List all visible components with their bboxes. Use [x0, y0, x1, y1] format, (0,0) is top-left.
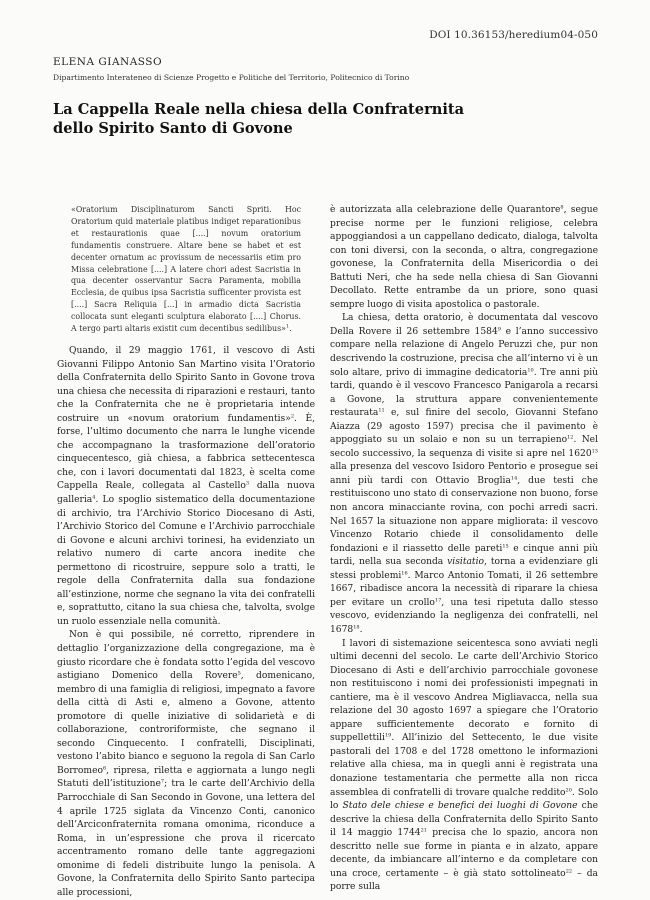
paragraph-text: , torna a evidenziare gli stessi problemi: [330, 557, 598, 581]
title-line-2: dello Spirito Santo di Govone: [53, 120, 293, 137]
paragraph-text: . Marco Antonio Tomati, il 26 settembre 1667, ribadisce ancora la necessità di riparare la chiesa per evitare un crollo: [330, 570, 598, 608]
article-title: [53, 100, 593, 138]
footnote-ref: 11: [378, 407, 385, 414]
paragraph-text: , domenicano, membro di una famiglia di religiosi, impegnato a favore della città di Asti e, almeno a Govone, attento promotore di quelle iniziative di solidarietà e di collaborazione, controriformiste, che segnano il secondo Cinquecento. I confratelli, Disciplinati, vestono l’abito bianco e seguono la regola di San Carlo Borromeo: [57, 671, 315, 776]
body-paragraph: [330, 638, 598, 895]
epigraph-text: «Oratorium Disciplinaturom Sancti Spriti. Hoc Oratorium quid materiale platibus indiget reparationibus et restaurationis quae [....] novum oratorium fundamentis construere. Altare bene se habet et est decenter ornatum ac provissum de necessariis etim pro Missa celebratione [....] A latere chori adest Sacristia in qua decenter osservantur Sacra Paramenta, mobilia Ecclesia, de quibus ipsa Sacristia sufficenter provista est [....] Sacra Reliquia [...] in armadio dicta Sacristia collocata sunt eleganti sculptura elaborato [....] Chorus. A tergo parti altaris existit cum decentibus sedilibus»: [71, 205, 301, 334]
italic-text: Stato dele chiese e benefici dei luoghi di Govone: [342, 801, 578, 812]
paragraph-text: e l’anno successivo compare nella relazione di Angelo Peruzzi che, pur non descrivendo la costruzione, precisa che all’interno vi è un solo altare, privo di immagine dedicatoria: [330, 326, 598, 378]
footnote-ref: 13: [591, 448, 598, 455]
body-paragraph: [57, 629, 315, 900]
footnote-ref: 20: [565, 787, 572, 794]
footnote-ref: 22: [565, 868, 573, 875]
left-body: [57, 345, 315, 900]
paragraph-text: .: [359, 624, 363, 635]
footnote-ref: 15: [502, 543, 509, 550]
author-name: ELENA GIANASSO: [53, 56, 163, 68]
paragraph-text: . Solo lo: [330, 787, 598, 812]
right-body: [330, 204, 598, 895]
paragraph-text: ; tra le carte dell’Archivio della Parrocchiale di San Secondo in Govone, una lettera del 4 aprile 1725 siglata da Vincenzo Conti, canonico dell’Arciconfraternita romana omonima, riconduce a Roma, in un’espressione che prova il ricercato accentramento romano delle tante aggregazioni omonime di fedeli distribuite lungo la penisola. A Govone, la Confraternita dello Spirito Santo partecipa alle processioni,: [57, 779, 315, 898]
footnote-ref: 16: [401, 570, 408, 577]
footnote-ref: 3: [245, 480, 250, 487]
body-column-right: [330, 204, 598, 895]
paragraph-text: che descrive la chiesa della Confraternita dello Spirito Santo il 14 maggio 1744: [330, 801, 598, 839]
footnote-ref: 17: [434, 597, 442, 604]
paragraph-text: dalla nuova galleria: [57, 481, 315, 505]
doi-label: DOI 10.36153/heredium04-050: [429, 29, 598, 41]
footnote-ref: 7: [160, 778, 165, 785]
paragraph-text: e, sul finire del secolo, Giovanni Stefano Aiazza (29 agosto 1597) precisa che il pavimento è appoggiato su un solaio e non su un terrapieno: [330, 408, 598, 446]
paragraph-text: , una tesi ripetuta dallo stesso vescovo, evidenziando la negligenza dei confratelli, nel 1678: [330, 597, 598, 635]
body-paragraph: [330, 312, 598, 637]
paragraph-text: . Tre anni più tardi, quando è il vescovo Francesco Panigarola a recarsi a Govone, la struttura appare convenientemente restaurata: [330, 367, 598, 419]
paragraph-text: . Lo spoglio sistematico della documentazione di archivio, tra l’Archivio Storico Diocesano di Asti, l’Archivio Storico del Comune e l’Archivio parrocchiale di Govone e alcuni archivi torinesi, ha evidenziato un relativo numero di carte ancora inedite che permettono di ricostruire, seppure solo a tratti, le regole della Confraternita dalla sua fondazione all’estinzione, norme che segnano la vita dei confratelli e, soprattutto, citano la sua chiesa che, talvolta, svolge un ruolo essenziale nella comunità.: [57, 494, 315, 627]
body-column-left: [57, 204, 315, 900]
paragraph-text: Non è qui possibile, né corretto, riprendere in dettaglio l’organizzazione della congregazione, ma è giusto ricordare che è fondata sotto l’egida del vescovo astigiano Domenico della Rovere: [57, 630, 315, 682]
footnote-ref: 19: [384, 732, 392, 739]
footnote-ref: 5: [237, 670, 241, 677]
paragraph-text: La chiesa, detta oratorio, è documentata dal vescovo Della Rovere il 26 settembre 1584: [330, 313, 598, 337]
footnote-ref: 18: [353, 624, 360, 631]
paragraph-text: , due testi che restituiscono uno stato di conservazione non buono, forse non ancora minacciante rovina, con pochi arredi sacri. Nel 1657 la situazione non appare migliorata: il vescovo Vincenzo Rotario chiede il consolidamento delle fondazioni e il riassetto delle pareti: [330, 475, 598, 554]
footnote-ref: 1: [286, 323, 290, 330]
paragraph-text: I lavori di sistemazione seicentesca sono avviati negli ultimi decenni del secolo. Le carte dell’Archivio Storico Diocesano di Asti e dell’archivio parrocchiale govonese non restituiscono i nomi dei professionisti impegnati in cantiere, ma è il vescovo Andrea Migliavacca, nella sua relazione del 30 agosto 1697 a spiegare che l’Oratorio appare sufficientemente decorato e fornito di suppellettili: [330, 638, 598, 744]
paragraph-text: precisa che lo spazio, ancora non descritto nelle sue forme in pianta e in alzato, appare decente, da imbiancare all’interno e da completare con una croce, certamente – è già stato sottolineato: [330, 828, 598, 879]
italic-text: visitatio: [447, 557, 485, 568]
author-affiliation: Dipartimento Interateneo di Scienze Progetto e Politiche del Territorio, Politecnico di Torino: [53, 73, 410, 82]
footnote-ref: 12: [567, 434, 574, 441]
footnote-ref: 6: [102, 765, 107, 772]
paragraph-text: , ripresa, riletta e aggiornata a lungo negli Statuti dell’istituzione: [57, 765, 315, 790]
paragraph-text: alla presenza del vescovo Isidoro Pentorio e prosegue sei anni più tardi con Ottavio Broglia: [330, 462, 598, 486]
paragraph-text: Quando, il 29 maggio 1761, il vescovo di Asti Giovanni Filippo Antonio San Martino visita l’Oratorio della Confraternita dello Spirito Santo in Govone trova una chiesa che necessita di riparazioni e restauri, tanto che la Confraternita che ne è proprietaria intende costruire un «novum oratorium fundamentis»: [57, 345, 315, 424]
paragraph-text: è autorizzata alla celebrazione delle Quarantore: [330, 205, 561, 215]
footnote-ref: 9: [497, 326, 501, 333]
footnote-ref: 8: [560, 204, 564, 211]
paragraph-text: , segue precise norme per le funzioni religiose, celebra appoggiandosi a un cappellano dedicato, dialoga, talvolta con toni diversi, con la seconda, o altra, congregazione govonese, la Confraternita della Misericordia o dei Battuti Neri, che ha sede nella chiesa di San Giovanni Decollato. Rette entrambe da un priore, sono quasi sempre luogo di visita apostolica o pastorale.: [330, 205, 598, 310]
footnote-ref: 4: [92, 494, 96, 501]
footnote-ref: 2: [290, 413, 295, 420]
footnote-ref: 14: [510, 475, 518, 482]
footnote-ref: 10: [527, 367, 534, 374]
paragraph-text: . È, forse, l’ultimo documento che narra le lunghe vicende che accompagnano la trasformazione dell’oratorio cinquecentesco, già chiesa, a fabbrica settecentesca che, con i lavori documentati dal 1823, è scelta come Cappella Reale, collegata al Castello: [57, 413, 316, 492]
paragraph-text: . Nel secolo successivo, la sequenza di visite si apre nel 1620: [330, 435, 598, 459]
footnote-ref: 21: [420, 827, 427, 834]
paragraph-text: . All’inizio del Settecento, le due visite pastorali del 1708 e del 1728 omettono le informazioni relative alla chiesa, ma in quegli anni è registrata una donazione testamentaria che permette alla non ricca assemblea di confratelli di trovare qualche reddito: [330, 733, 598, 798]
title-line-1: La Cappella Reale nella chiesa della Confraternita: [53, 101, 465, 118]
paragraph-text: – da porre sulla: [330, 868, 598, 893]
paragraph-text: e cinque anni più tardi, nella sua seconda: [330, 543, 598, 568]
body-paragraph: [330, 204, 598, 312]
epigraph-quote: «Oratorium Disciplinaturom Sancti Spriti. Hoc Oratorium quid materiale platibus indiget reparationibus et restaurationis quae [....] novum oratorium fundamentis construere. Altare bene se habet et est decenter ornatum ac provissum de necessariis etim pro Missa celebratione [....] A latere chori adest Sacristia in qua decenter osservantur Sacra Paramenta, mobilia Ecclesia, de quibus ipsa Sacristia sufficenter provista est [....] Sacra Reliquia [...] in armadio dicta Sacristia collocata sunt eleganti sculptura elaborato [....] Chorus. A tergo parti altaris existit cum decentibus sedilibus»$^1$.: [71, 205, 301, 334]
body-paragraph: [57, 345, 315, 629]
